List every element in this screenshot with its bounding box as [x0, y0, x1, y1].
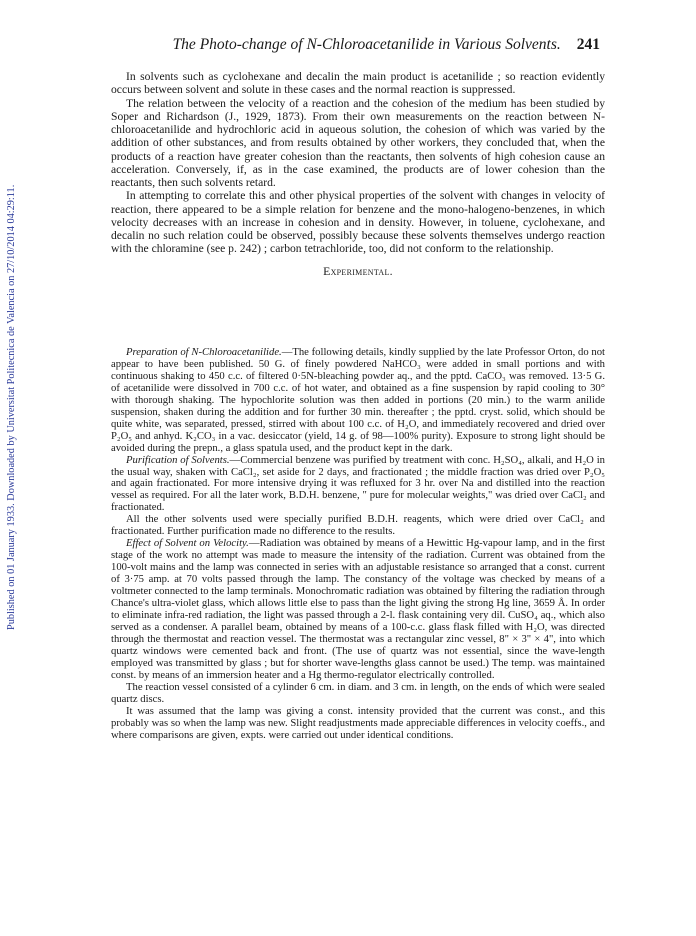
intro-paragraph: In solvents such as cyclohexane and decalin the main product is acetanilide ; so reaction evidently occurs between solvent and solute in these cases and the normal reaction is suppressed.: [111, 70, 605, 97]
download-watermark-text: Published on 01 January 1933. Downloaded by Universitat Politecnica de Valencia on 27/10/2014 04:29:11.: [6, 184, 17, 630]
paragraph-heading: Preparation of N-Chloroacetanilide.: [126, 347, 282, 358]
paragraph-body: —Commercial benzene was purified by treatment with conc. H₂SO₄, alkali, and H₂O in the usual way, shaken with CaCl₂, set aside for 2 days, and fractionated ; the middle fraction was dried over P₂O₅ and again fractionated. For more intensive drying it was refluxed for 3 hr. over Na and distilled into the reaction vessel as required. For all the later work, B.D.H. benzene, " pure for molecular weights," was dried over CaCl₂ and fractionated.: [111, 454, 605, 514]
experimental-paragraph: [111, 682, 605, 706]
intro-paragraph: In attempting to correlate this and other physical properties of the solvent with changes in velocity of reaction, there appeared to be a simple relation for benzene and the mono-halogeno-benzenes, in which velocity decreases with an increase in cohesion and in density. However, in toluene, cyclohexane, and decalin no such relation could be observed, possibly because these solvents themselves undergo reaction with the chloramine (see p. 242) ; carbon tetrachloride, too, did not conform to the relationship.: [111, 189, 605, 256]
paragraph-body: The reaction vessel consisted of a cylinder 6 cm. in diam. and 3 cm. in length, on the ends of which were sealed quartz discs.: [111, 681, 605, 705]
page-number: 241: [576, 36, 600, 53]
section-title: Experimental.: [323, 263, 393, 278]
experimental-section: [111, 347, 605, 741]
intro-section: [111, 70, 605, 284]
experimental-paragraph: [111, 706, 605, 742]
running-title: The Photo-change of N-Chloroacetanilide in Various Solvents.: [172, 36, 561, 53]
paragraph-heading: Effect of Solvent on Velocity.: [126, 538, 249, 550]
paragraph-body: All the other solvents used were specially purified B.D.H. reagents, which were dried over CaCl₂ and fractionated. Further purification made no difference to the results.: [111, 514, 605, 538]
experimental-paragraph: [111, 455, 605, 515]
paragraph-body: —Radiation was obtained by means of a Hewittic Hg-vapour lamp, and in the first stage of the work no attempt was made to measure the intensity of the radiation. Current was obtained from the 100-volt mains and the lamp was connected in series with an adjustable resistance so arranged that a const. current of 3·75 amp. at 70 volts passed through the lamp. The constancy of the voltage was checked by means of a voltmeter connected to the lamp terminals. Monochromatic radiation was obtained by filtering the radiation through Chance's ultra-violet glass, which allows little else to pass than the light giving the strong Hg line, 3659 Å. In order to eliminate infra-red radiation, the light was passed through a 2-l. flask containing very dil. CuSO₄ aq., which also served as a condenser. A parallel beam, obtained by means of a 100-c.c. glass flask filled with H₂O, was directed through the thermostat and reaction vessel. The thermostat was a rectangular zinc vessel, 8" × 3" × 4", into which quartz windows were cemented back and front. (The use of quartz was not essential, since the wave-length employed was transmitted by glass ; but for shorter wave-lengths glass cannot be used.) The temp. was maintained const. by means of an immersion heater and a Hg thermo-regulator electrically controlled.: [111, 538, 605, 681]
intro-paragraph: The relation between the velocity of a reaction and the cohesion of the medium has been studied by Soper and Richardson (J., 1929, 1873). From their own measurements on the reaction between N-chloroacetanilide and hydrochloric acid in aqueous solution, the cohesion of which was varied by the addition of other substances, and from results obtained by other workers, they concluded that, when the products of a reaction have greater cohesion than the reactants, then solvents of high cohesion cause an acceleration. Conversely, if, as in the case examined, the products are of lower cohesion than the reactants, then such solvents retard.: [111, 96, 605, 189]
experimental-paragraph: [111, 538, 605, 681]
paragraph-body: It was assumed that the lamp was giving a const. intensity provided that the current was const., and this probably was so when the lamp was new. Slight readjustments made appreciable differences in velocity coeffs., and where comparisons are given, expts. were carried out under identical conditions.: [111, 705, 605, 741]
experimental-paragraph: [111, 514, 605, 538]
download-watermark: [2, 70, 20, 630]
running-header: [112, 36, 600, 62]
experimental-paragraph: [111, 347, 605, 455]
paragraph-body: —The following details, kindly supplied by the late Professor Orton, do not appear to have been published. 50 G. of finely powdered NaHCO₃ were added in small portions and with continuous shaking to 450 c.c. of filtered 0·5N-bleaching powder aq., and the pptd. CaCO₃ was removed. 13·5 G. of acetanilide were dissolved in 700 c.c. of hot water, and obtained as a fine suspension by rapid cooling to 30° with thorough shaking. The hypochlorite solution was then added in portions (20 min.) to the warm anilide suspension, shaken during the addition and for further 30 min. thereafter ; the pptd. cryst. solid, which should be quite white, was separated, pressed, stirred with about 100 c.c. of H₂O, and immediately recovered and dried over P₂O₅ and anhyd. K₂CO₃ in a vac. desiccator (yield, 14 g. of 98—100% purity). Exposure to strong light should be avoided during the prepn., a glass spatula used, and the product kept in the dark.: [111, 347, 605, 454]
paragraph-heading: Purification of Solvents.: [126, 454, 230, 466]
